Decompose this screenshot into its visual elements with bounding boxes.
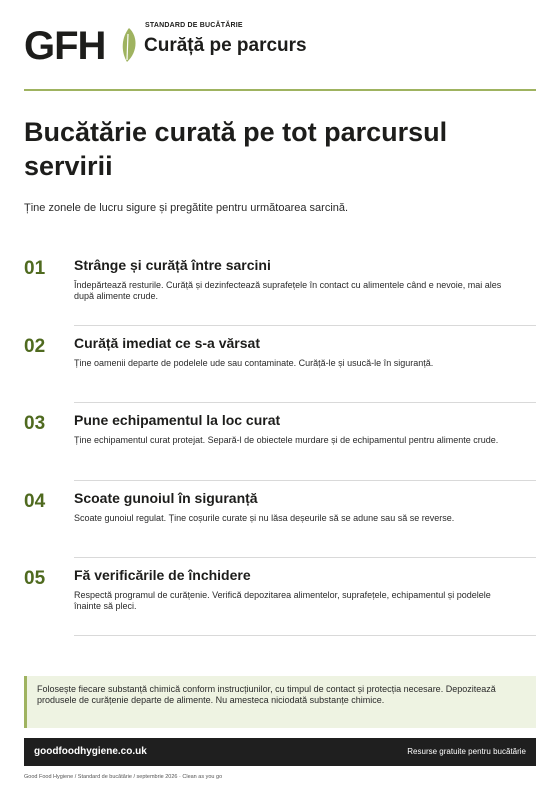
step-item bbox=[24, 558, 536, 636]
footer-url-link[interactable]: goodfoodhygiene.co.uk bbox=[34, 746, 147, 757]
leaf-icon bbox=[116, 26, 138, 64]
step-heading: Scoate gunoiul în siguranță bbox=[74, 489, 258, 506]
step-body: Scoate gunoiul regulat. Ține coșurile curate și nu lăsa deșeurile să se adune sau să se reverse. bbox=[74, 512, 455, 523]
logo-text: GFH bbox=[24, 24, 106, 68]
step-heading: Curăță imediat ce s-a vărsat bbox=[74, 334, 260, 351]
header-kicker: STANDARD DE BUCĂTĂRIE bbox=[145, 22, 243, 29]
step-number: 03 bbox=[24, 413, 46, 434]
step-number: 05 bbox=[24, 568, 46, 589]
step-divider bbox=[74, 635, 536, 636]
step-item bbox=[24, 326, 536, 404]
step-item bbox=[24, 248, 536, 326]
step-item bbox=[24, 481, 536, 559]
header-title: Curăță pe parcurs bbox=[144, 35, 307, 56]
step-heading: Strânge și curăță între sarcini bbox=[74, 257, 271, 273]
step-number: 02 bbox=[24, 335, 46, 357]
step-heading: Pune echipamentul la loc curat bbox=[74, 412, 281, 428]
step-number: 04 bbox=[24, 490, 46, 512]
step-body: Ține echipamentul curat protejat. Separă-l de obiectele murdare și de echipamentul pentru alimente crude. bbox=[74, 435, 499, 445]
footer-meta: Good Food Hygiene / Standard de bucătărie / septembrie 2026 · Clean as you go bbox=[24, 774, 223, 780]
step-item bbox=[24, 403, 536, 481]
page-intro: Ține zonele de lucru sigure și pregătite pentru următoarea sarcină. bbox=[24, 202, 349, 214]
step-heading: Fă verificările de închidere bbox=[74, 567, 251, 583]
footer-tagline: Resurse gratuite pentru bucătărie bbox=[407, 747, 526, 756]
page-title: Bucătărie curată pe tot parcursul servirii bbox=[24, 117, 448, 181]
steps-list bbox=[24, 248, 536, 636]
footer-bar bbox=[24, 738, 536, 766]
gfh-logo bbox=[24, 24, 136, 68]
chemical-safety-note: Folosește fiecare substanță chimică conform instrucțiunilor, cu timpul de contact și protecția necesare. Depozitează produsele de curățenie departe de alimente. Nu amesteca niciodată substanțe chimice. bbox=[24, 676, 536, 728]
step-body: Ține oamenii departe de podelele ude sau contaminate. Curăță-le și usucă-le în siguranță. bbox=[74, 357, 434, 368]
header-divider bbox=[24, 89, 536, 91]
step-number: 01 bbox=[24, 258, 46, 279]
step-body: Respectă programul de curățenie. Verifică depozitarea alimentelor, suprafețele, echipamentul și podelele înainte să pleci. bbox=[74, 590, 491, 611]
header bbox=[24, 18, 536, 74]
step-body: Îndepărtează resturile. Curăță și dezinfectează suprafețele în contact cu alimentele când e nevoie, mai ales după alimente crude. bbox=[74, 280, 502, 301]
